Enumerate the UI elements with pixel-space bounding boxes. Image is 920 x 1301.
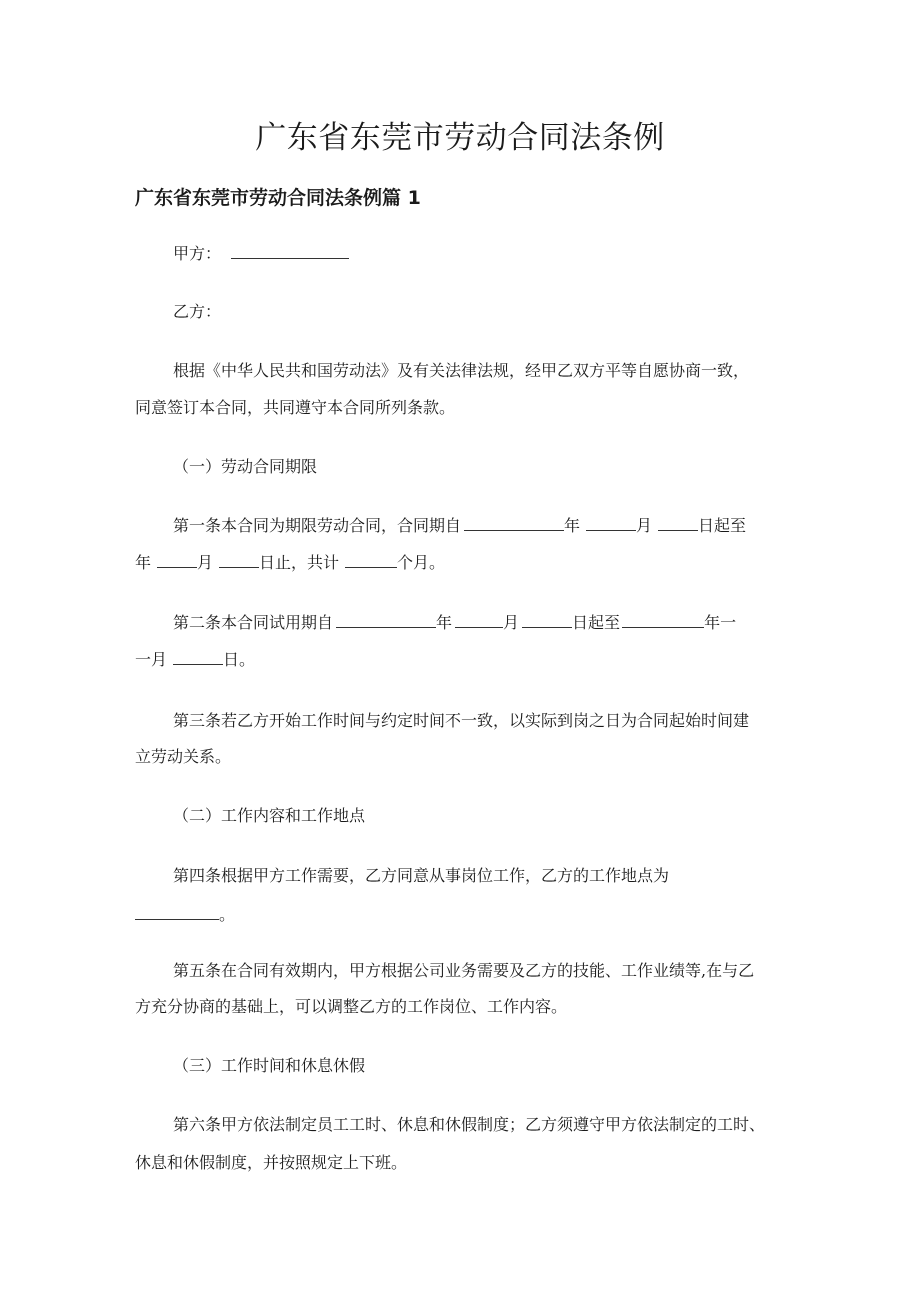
probation-month-label: 月 [503, 613, 520, 632]
article-1-line-1 [173, 516, 746, 536]
party-b-label: 乙方： [173, 302, 222, 321]
probation-month-blank [455, 613, 503, 628]
probation-end-day-blank [173, 650, 223, 665]
start-month-blank [586, 516, 636, 531]
section-heading: 广东省东莞市劳动合同法条例篇 1 [135, 187, 421, 209]
end-year-label: 年 [135, 553, 152, 572]
work-location-blank [135, 905, 219, 920]
end-month-blank [157, 553, 197, 568]
start-day-blank [658, 516, 698, 531]
section-3-heading: （三）工作时间和休息休假 [173, 1056, 366, 1075]
end-day-label: 日止，共计 [259, 553, 340, 572]
start-year-blank [464, 516, 564, 531]
article-3-line-1: 第三条若乙方开始工作时间与约定时间不一致，以实际到岗之日为合同起始时间建 [173, 711, 750, 730]
probation-day-end: 日。 [223, 650, 256, 669]
party-a-label: 甲方： [173, 244, 222, 263]
section-2-heading: （二）工作内容和工作地点 [173, 806, 366, 825]
end-month-label: 月 [197, 553, 214, 572]
probation-year-blank [336, 613, 436, 628]
article-6-line-2: 休息和休假制度，并按照规定上下班。 [135, 1153, 408, 1172]
article-2-text: 第二条本合同试用期自 [173, 613, 334, 632]
probation-end-year-blank [622, 613, 704, 628]
party-a-line [173, 244, 349, 264]
intro-line-1: 根据《中华人民共和国劳动法》及有关法律法规，经甲乙双方平等自愿协商一致， [173, 361, 750, 380]
article-5-line-1: 第五条在合同有效期内，甲方根据公司业务需要及乙方的技能、工作业绩等,在与乙 [173, 961, 755, 980]
end-day-blank [219, 553, 259, 568]
total-months-blank [345, 553, 397, 568]
article-2-line-2 [135, 650, 255, 670]
probation-dash-month: 一月 [135, 650, 168, 669]
article-4-line-2 [135, 905, 235, 925]
month-label: 月 [636, 516, 653, 535]
article-4-end: 。 [219, 905, 236, 924]
article-1-text: 第一条本合同为期限劳动合同，合同期自 [173, 516, 462, 535]
months-label: 个月。 [397, 553, 446, 572]
party-a-blank [231, 244, 349, 259]
document-title: 广东省东莞市劳动合同法条例 [255, 120, 665, 156]
article-6-line-1: 第六条甲方依法制定员工工时、休息和休假制度；乙方须遵守甲方依法制定的工时、 [173, 1115, 766, 1134]
probation-day-blank [522, 613, 572, 628]
probation-from-to-label: 日起至 [572, 613, 621, 632]
article-3-line-2: 立劳动关系。 [135, 747, 232, 766]
intro-line-2: 同意签订本合同，共同遵守本合同所列条款。 [135, 398, 456, 417]
day-from-to-label: 日起至 [698, 516, 747, 535]
article-4-line-1: 第四条根据甲方工作需要，乙方同意从事岗位工作，乙方的工作地点为 [173, 866, 670, 885]
article-2-line-1 [173, 613, 736, 633]
probation-year-dash: 年一 [704, 613, 737, 632]
section-1-heading: （一）劳动合同期限 [173, 457, 318, 476]
article-1-line-2 [135, 553, 445, 573]
probation-year-label: 年 [436, 613, 453, 632]
article-5-line-2: 方充分协商的基础上，可以调整乙方的工作岗位、工作内容。 [135, 997, 568, 1016]
year-label: 年 [564, 516, 581, 535]
